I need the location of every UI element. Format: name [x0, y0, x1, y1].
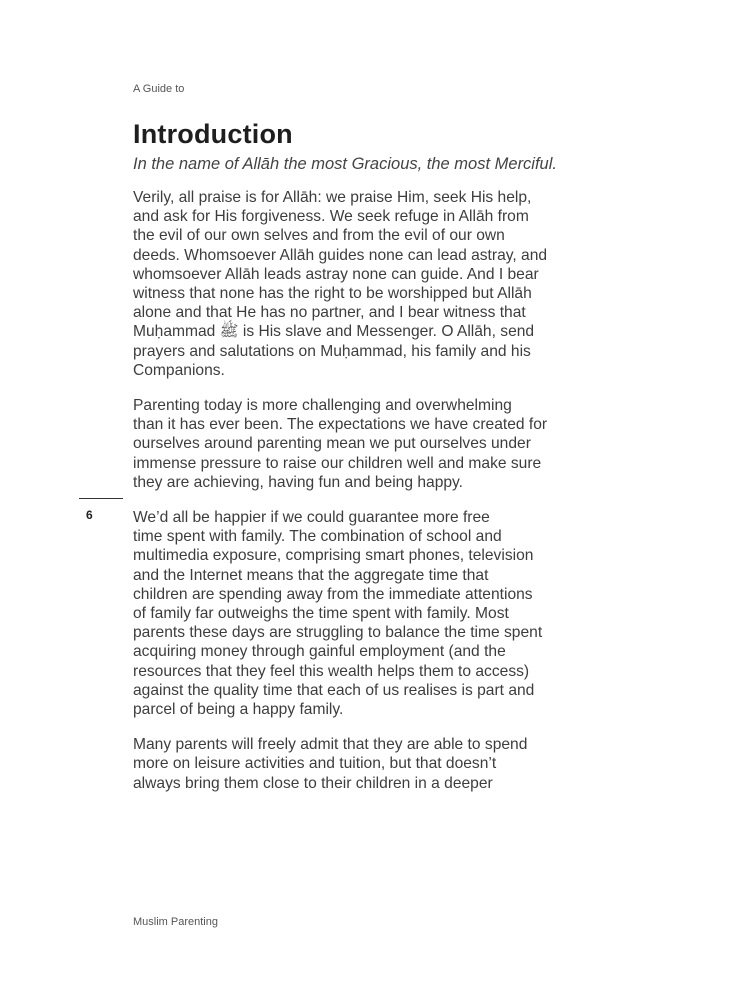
text-line: against the quality time that each of us realises is part and	[133, 681, 535, 699]
paragraph-opening-praise	[133, 188, 633, 380]
text-line: deeds. Whomsoever Allāh guides none can lead astray, and	[133, 246, 548, 264]
text-line: witness that none has the right to be worshipped but Allāh	[133, 285, 532, 303]
text-line: of family far outweighs the time spent with family. Most	[133, 605, 509, 623]
text-line: whomsoever Allāh leads astray none can guide. And I bear	[133, 265, 539, 283]
text-line: resources that they feel this wealth helps them to access)	[133, 662, 530, 680]
text-line: acquiring money through gainful employment (and the	[133, 643, 506, 661]
text-line: immense pressure to raise our children well and make sure	[133, 454, 542, 472]
paragraph-leisure-spending	[133, 735, 633, 793]
paragraph-parenting-today	[133, 396, 633, 492]
running-head: A Guide to	[133, 83, 185, 95]
page-subtitle: In the name of Allāh the most Gracious, the most Merciful.	[133, 155, 557, 173]
text-line: parents these days are struggling to balance the time spent	[133, 624, 543, 642]
page-number-rule	[79, 498, 123, 499]
text-line: Parenting today is more challenging and overwhelming	[133, 397, 512, 415]
text-line: Muḥammad ﷺ is His slave and Messenger. O Allāh, send	[133, 323, 535, 341]
text-line: Verily, all praise is for Allāh: we praise Him, seek His help,	[133, 189, 532, 206]
text-line: children are spending away from the immediate attentions	[133, 585, 533, 603]
paragraph-family-time	[133, 508, 633, 719]
text-line: time spent with family. The combination of school and	[133, 528, 502, 546]
text-line: parcel of being a happy family.	[133, 701, 344, 719]
text-line: alone and that He has no partner, and I bear witness that	[133, 304, 526, 322]
text-line: Companions.	[133, 361, 225, 379]
page-title: Introduction	[133, 119, 293, 149]
text-line: they are achieving, having fun and being happy.	[133, 473, 464, 491]
text-line: the evil of our own selves and from the evil of our own	[133, 227, 505, 245]
page-number: 6	[86, 508, 93, 522]
body-text	[133, 188, 633, 809]
text-line: always bring them close to their children in a deeper	[133, 774, 493, 792]
text-line: ourselves around parenting mean we put ourselves under	[133, 435, 531, 453]
text-line: and ask for His forgiveness. We seek refuge in Allāh from	[133, 208, 529, 226]
text-line: multimedia exposure, comprising smart phones, television	[133, 547, 534, 565]
text-line: more on leisure activities and tuition, but that doesn’t	[133, 755, 497, 773]
running-foot: Muslim Parenting	[133, 916, 218, 928]
text-line: than it has ever been. The expectations we have created for	[133, 416, 548, 434]
text-line: We’d all be happier if we could guarantee more free	[133, 509, 490, 527]
text-line: and the Internet means that the aggregate time that	[133, 566, 489, 584]
text-line: Many parents will freely admit that they are able to spend	[133, 736, 528, 754]
text-line: prayers and salutations on Muḥammad, his family and his	[133, 342, 531, 360]
